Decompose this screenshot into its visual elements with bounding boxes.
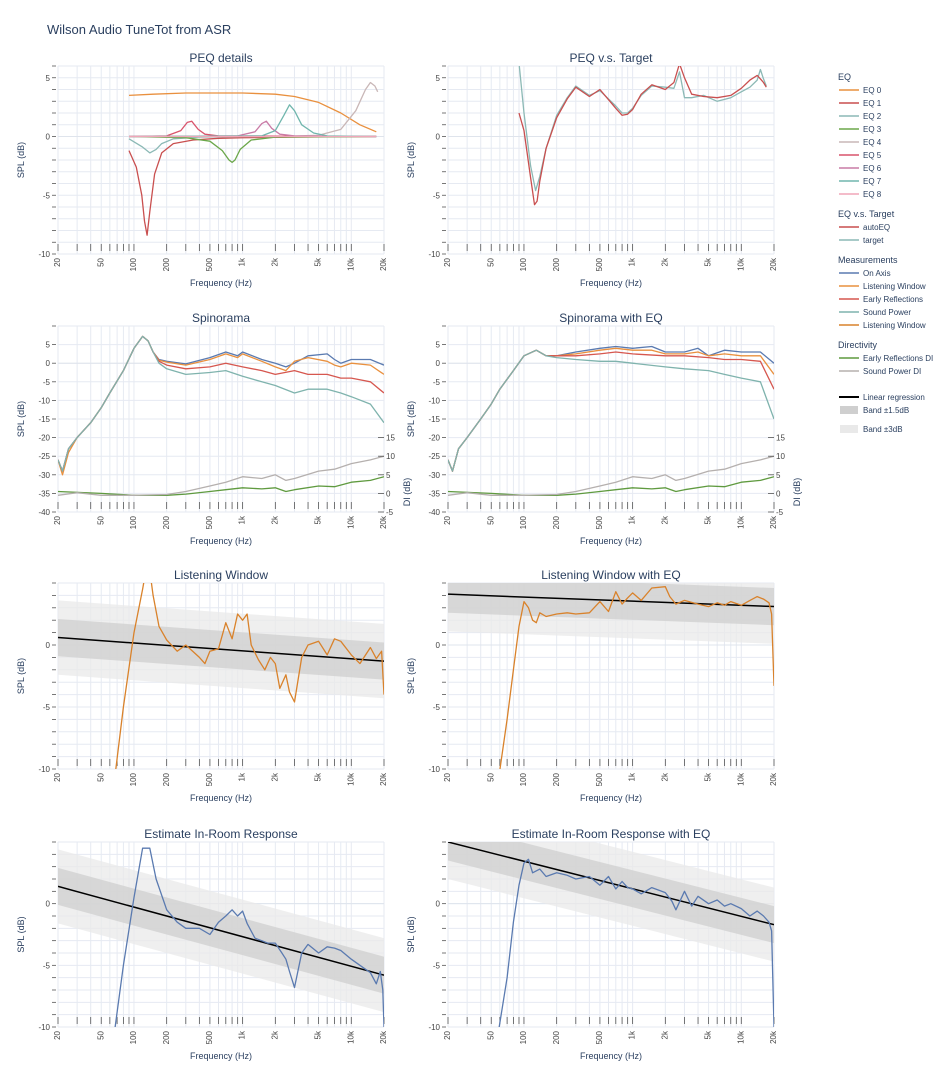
chart-estimated-in-room-eq: [406, 805, 778, 1061]
x-minor-ticks: [448, 759, 774, 766]
series-line-early-reflections: [448, 350, 774, 471]
series-line-on-axis: [58, 336, 384, 471]
x-tick-label: 100: [519, 258, 529, 272]
y-minor-ticks: [442, 326, 446, 512]
series-line-eq-6: [129, 121, 376, 136]
y-tick-label: 5: [435, 340, 440, 350]
legend-item-listening-window[interactable]: [839, 321, 926, 330]
x-tick-label: 200: [551, 1031, 561, 1045]
y-tick-label: 5: [45, 340, 50, 350]
legend-label: EQ 0: [863, 86, 882, 95]
series: [518, 52, 766, 205]
y-axis-label: SPL (dB): [406, 657, 416, 695]
legend-swatch: [840, 406, 858, 414]
x-tick-label: 20: [53, 773, 63, 782]
legend-label: EQ 7: [863, 177, 882, 186]
x-minor-ticks: [448, 244, 774, 251]
x-tick-label: 5k: [313, 516, 323, 525]
legend-item-eq-5[interactable]: [839, 151, 882, 160]
y-axis-label: SPL (dB): [16, 916, 26, 953]
legend-swatch: [840, 425, 858, 433]
x-tick-label: 1k: [627, 258, 637, 267]
x-minor-ticks: [58, 759, 384, 766]
legend-item-early-reflections-di[interactable]: [839, 354, 933, 363]
legend-item-eq-6[interactable]: [839, 164, 882, 173]
y-tick-label: -20: [38, 433, 50, 443]
x-axis-label: Frequency (Hz): [189, 536, 253, 546]
x-tick-label: 10k: [736, 258, 746, 271]
y-tick-label: -25: [428, 452, 440, 462]
x-tick-label: 2k: [660, 258, 670, 267]
x-minor-ticks: [448, 502, 774, 509]
series-line-early-reflections-di: [448, 477, 774, 496]
legend-item-listening-window[interactable]: [839, 282, 926, 291]
series-line-listening-window: [58, 336, 384, 474]
legend-item-eq-7[interactable]: [839, 177, 882, 186]
legend: [838, 72, 933, 434]
x-tick-label: 500: [595, 1031, 605, 1045]
series-line-sound-power-di: [448, 456, 774, 495]
y-minor-ticks: [442, 583, 446, 769]
y-tick-label: -20: [428, 433, 440, 443]
x-tick-label: 1k: [237, 773, 247, 782]
y-tick-label: -10: [428, 1023, 440, 1032]
chart-title: PEQ details: [189, 51, 253, 65]
legend-label: EQ 3: [863, 125, 882, 134]
chart-peq-details: [16, 51, 388, 288]
y-minor-ticks: [52, 66, 56, 254]
series-line-early-reflections-di: [58, 477, 384, 496]
x-tick-label: 2k: [660, 516, 670, 525]
chart-title: PEQ v.s. Target: [569, 51, 653, 65]
x-tick-label: 20k: [379, 516, 389, 529]
x-tick-label: 200: [161, 258, 171, 272]
y2-tick-label: 5: [386, 470, 391, 480]
y-axis-label: SPL (dB): [406, 916, 416, 953]
y-tick-label: -40: [38, 508, 50, 517]
y-tick-label: -15: [428, 415, 440, 424]
y-tick-label: -5: [42, 377, 50, 387]
y2-axis-label: DI (dB): [792, 477, 802, 507]
x-tick-label: 5k: [313, 258, 323, 267]
legend-label: Listening Window: [863, 282, 926, 291]
x-tick-label: 20k: [769, 258, 779, 271]
legend-item-linear-regression[interactable]: [839, 393, 925, 402]
legend-item-sound-power-di[interactable]: [839, 367, 921, 376]
y-tick-label: 0: [435, 132, 440, 142]
x-tick-label: 2k: [270, 1031, 280, 1040]
series-line-listening-window: [448, 348, 774, 471]
legend-label: autoEQ: [863, 223, 891, 232]
legend-item-early-reflections[interactable]: [839, 295, 923, 304]
x-tick-label: 5k: [703, 1031, 713, 1040]
x-minor-ticks: [58, 502, 384, 509]
y-minor-ticks: [52, 842, 56, 1027]
x-tick-label: 200: [551, 516, 561, 530]
legend-label: Early Reflections: [863, 295, 924, 304]
x-tick-label: 50: [96, 516, 106, 525]
y-axis-label: SPL (dB): [406, 400, 416, 438]
x-tick-label: 5k: [703, 773, 713, 782]
chart-estimated-in-room: [16, 827, 388, 1061]
x-tick-label: 200: [551, 773, 561, 787]
y-axis-label: SPL (dB): [16, 400, 26, 438]
y-tick-label: 0: [45, 899, 50, 909]
x-tick-label: 20k: [379, 258, 389, 271]
y-tick-label: -10: [38, 765, 50, 774]
x-tick-label: 100: [519, 1031, 529, 1045]
x-tick-label: 500: [205, 773, 215, 787]
x-tick-label: 5k: [313, 773, 323, 782]
chart-spinorama: [16, 311, 412, 546]
x-tick-label: 20: [53, 1031, 63, 1040]
chart-title: Estimate In-Room Response: [144, 827, 298, 841]
chart-peq-vs-target: [406, 51, 778, 288]
y-tick-label: -5: [42, 703, 50, 712]
y-tick-label: -5: [432, 703, 440, 712]
series: [58, 336, 384, 495]
x-tick-label: 20k: [769, 516, 779, 529]
legend-item-eq-4[interactable]: [839, 138, 882, 147]
x-axis-label: Frequency (Hz): [579, 793, 643, 803]
x-tick-label: 20: [443, 1031, 453, 1040]
x-tick-label: 100: [129, 516, 139, 530]
grid: [58, 66, 384, 254]
x-axis-label: Frequency (Hz): [189, 278, 253, 288]
y2-tick-label: 0: [386, 489, 391, 499]
legend-label: EQ 6: [863, 164, 882, 173]
chart-title: Listening Window: [173, 568, 269, 582]
chart-listening-window: [16, 558, 388, 803]
y2-tick-label: 5: [776, 470, 781, 480]
x-axis-label: Frequency (Hz): [189, 1051, 253, 1061]
y-minor-ticks: [442, 842, 446, 1027]
y-tick-label: 5: [435, 73, 440, 83]
x-tick-label: 500: [205, 516, 215, 530]
x-tick-label: 100: [519, 773, 529, 787]
legend-label: Band ±1.5dB: [863, 406, 910, 415]
x-tick-label: 2k: [660, 773, 670, 782]
x-tick-label: 500: [595, 258, 605, 272]
y-tick-label: 0: [435, 641, 440, 650]
y-tick-label: 0: [435, 359, 440, 369]
y-tick-label: -30: [38, 470, 50, 480]
legend-group-title: EQ: [838, 72, 852, 82]
legend-group-title: Measurements: [838, 255, 898, 265]
legend-group-title: Directivity: [838, 340, 878, 350]
x-axis-label: Frequency (Hz): [579, 1051, 643, 1061]
x-tick-label: 1k: [627, 1031, 637, 1040]
y-tick-label: -5: [432, 961, 440, 971]
series-line-eq-0: [129, 93, 376, 132]
y2-tick-label: -5: [386, 508, 394, 517]
y-axis-label: SPL (dB): [406, 141, 416, 179]
x-tick-label: 20: [53, 258, 63, 267]
y2-tick-label: 10: [776, 452, 785, 462]
regression-bands: [58, 600, 384, 698]
x-tick-label: 20: [53, 516, 63, 525]
x-tick-label: 20k: [769, 773, 779, 786]
legend-label: On Axis: [863, 269, 891, 278]
legend-group-title: EQ v.s. Target: [838, 209, 895, 219]
y-tick-label: -5: [42, 191, 50, 201]
x-tick-label: 50: [96, 258, 106, 267]
y-minor-ticks: [52, 583, 56, 769]
x-axis-label: Frequency (Hz): [189, 793, 253, 803]
y-axis-label: SPL (dB): [16, 657, 26, 695]
y-tick-label: -35: [428, 489, 440, 499]
legend-label: target: [863, 236, 884, 245]
x-tick-label: 200: [161, 516, 171, 530]
x-axis-label: Frequency (Hz): [579, 536, 643, 546]
x-tick-label: 200: [551, 258, 561, 272]
legend-label: EQ 5: [863, 151, 882, 160]
y-tick-label: -15: [38, 415, 50, 424]
x-tick-label: 1k: [237, 1031, 247, 1040]
y-tick-label: 5: [45, 73, 50, 83]
legend-item-eq-0[interactable]: [839, 86, 882, 95]
x-tick-label: 5k: [703, 516, 713, 525]
y2-tick-label: 10: [386, 452, 395, 462]
x-tick-label: 500: [595, 516, 605, 530]
legend-label: Band ±3dB: [863, 425, 903, 434]
x-tick-label: 100: [129, 258, 139, 272]
x-tick-label: 100: [129, 1031, 139, 1045]
x-tick-label: 20: [443, 516, 453, 525]
x-minor-ticks: [448, 1017, 774, 1024]
y-tick-label: 0: [45, 641, 50, 650]
series-line-eq-2: [129, 137, 376, 153]
legend-label: Sound Power DI: [863, 367, 922, 376]
x-tick-label: 10k: [346, 1031, 356, 1044]
series: [448, 347, 774, 496]
x-tick-label: 100: [129, 773, 139, 787]
chart-listening-window-eq: [406, 557, 778, 803]
legend-label: EQ 8: [863, 190, 882, 199]
x-tick-label: 200: [161, 1031, 171, 1045]
y-tick-label: -40: [428, 508, 440, 517]
y-tick-label: -5: [432, 377, 440, 387]
y-minor-ticks: [52, 326, 56, 512]
y-tick-label: -35: [38, 489, 50, 499]
y2-tick-label: 15: [386, 433, 395, 443]
y-tick-label: -5: [432, 191, 440, 201]
x-tick-label: 100: [519, 516, 529, 530]
legend-item-on-axis[interactable]: [839, 269, 891, 278]
series-line-early-reflections: [58, 336, 384, 471]
x-tick-label: 20k: [769, 1031, 779, 1044]
y-axis-label: SPL (dB): [16, 141, 26, 179]
x-tick-label: 2k: [270, 516, 280, 525]
y-tick-label: -10: [428, 765, 440, 774]
x-tick-label: 10k: [736, 516, 746, 529]
x-axis-label: Frequency (Hz): [579, 278, 643, 288]
legend-item-band-3db[interactable]: [840, 425, 903, 434]
x-tick-label: 2k: [270, 773, 280, 782]
chart-title: Listening Window with EQ: [541, 568, 681, 582]
y-tick-label: -30: [428, 470, 440, 480]
x-minor-ticks: [58, 1017, 384, 1024]
series-line-sound-power: [58, 336, 384, 471]
x-tick-label: 20: [443, 258, 453, 267]
x-tick-label: 1k: [627, 773, 637, 782]
y-tick-label: -10: [38, 1023, 50, 1032]
y2-tick-label: 0: [776, 489, 781, 499]
y-tick-label: 0: [45, 359, 50, 369]
x-tick-label: 50: [486, 258, 496, 267]
series-line-eq-1: [129, 137, 376, 236]
page-title: Wilson Audio TuneTot from ASR: [47, 22, 232, 37]
legend-item-eq-3[interactable]: [839, 125, 882, 134]
x-tick-label: 50: [486, 516, 496, 525]
x-tick-label: 5k: [313, 1031, 323, 1040]
y-tick-label: -10: [38, 250, 50, 259]
legend-item-eq-1[interactable]: [839, 99, 882, 108]
legend-item-target[interactable]: [839, 236, 884, 245]
chart-spinorama-eq: [406, 311, 802, 546]
y2-tick-label: 15: [776, 433, 785, 443]
y-tick-label: -25: [38, 452, 50, 462]
y-tick-label: 0: [435, 899, 440, 909]
x-tick-label: 500: [205, 1031, 215, 1045]
x-tick-label: 2k: [660, 1031, 670, 1040]
series-line-sound-power-di: [58, 456, 384, 495]
x-tick-label: 5k: [703, 258, 713, 267]
y-tick-label: 0: [45, 132, 50, 142]
legend-label: EQ 2: [863, 112, 882, 121]
legend-item-eq-2[interactable]: [839, 112, 882, 121]
series-line-eq-5: [129, 121, 376, 136]
x-tick-label: 50: [96, 773, 106, 782]
legend-label: Linear regression: [863, 393, 925, 402]
chart-title: Spinorama with EQ: [559, 311, 663, 325]
x-tick-label: 1k: [237, 516, 247, 525]
legend-item-eq-8[interactable]: [839, 190, 882, 199]
legend-item-autoeq[interactable]: [839, 223, 890, 232]
chart-title: Spinorama: [191, 311, 251, 325]
y-tick-label: -10: [38, 396, 50, 406]
x-tick-label: 50: [96, 1031, 106, 1040]
y2-axis-label: DI (dB): [402, 477, 412, 507]
x-tick-label: 10k: [346, 516, 356, 529]
series-line-sound-power: [448, 350, 774, 471]
x-tick-label: 10k: [346, 773, 356, 786]
x-tick-label: 20k: [379, 773, 389, 786]
x-tick-label: 1k: [627, 516, 637, 525]
x-tick-label: 50: [486, 1031, 496, 1040]
legend-item-sound-power[interactable]: [839, 308, 911, 317]
legend-item-band-1-5db[interactable]: [840, 406, 909, 415]
x-tick-label: 20: [443, 773, 453, 782]
x-tick-label: 20k: [379, 1031, 389, 1044]
y2-tick-label: -5: [776, 508, 784, 517]
legend-label: EQ 4: [863, 138, 882, 147]
x-tick-label: 50: [486, 773, 496, 782]
x-tick-label: 500: [595, 773, 605, 787]
x-tick-label: 500: [205, 258, 215, 272]
y-tick-label: -5: [42, 961, 50, 971]
grid: [448, 66, 774, 254]
legend-label: Early Reflections DI: [863, 354, 934, 363]
legend-label: Sound Power: [863, 308, 912, 317]
legend-label: EQ 1: [863, 99, 882, 108]
series-line-on-axis: [448, 347, 774, 472]
x-tick-label: 200: [161, 773, 171, 787]
x-tick-label: 10k: [736, 1031, 746, 1044]
y-minor-ticks: [442, 66, 446, 254]
regression-bands: [58, 849, 384, 1012]
legend-label: Listening Window: [863, 321, 926, 330]
x-tick-label: 10k: [736, 773, 746, 786]
x-tick-label: 2k: [270, 258, 280, 267]
x-minor-ticks: [58, 244, 384, 251]
y-tick-label: -10: [428, 250, 440, 259]
y-tick-label: -10: [428, 396, 440, 406]
x-tick-label: 1k: [237, 258, 247, 267]
chart-title: Estimate In-Room Response with EQ: [511, 827, 711, 841]
x-tick-label: 10k: [346, 258, 356, 271]
